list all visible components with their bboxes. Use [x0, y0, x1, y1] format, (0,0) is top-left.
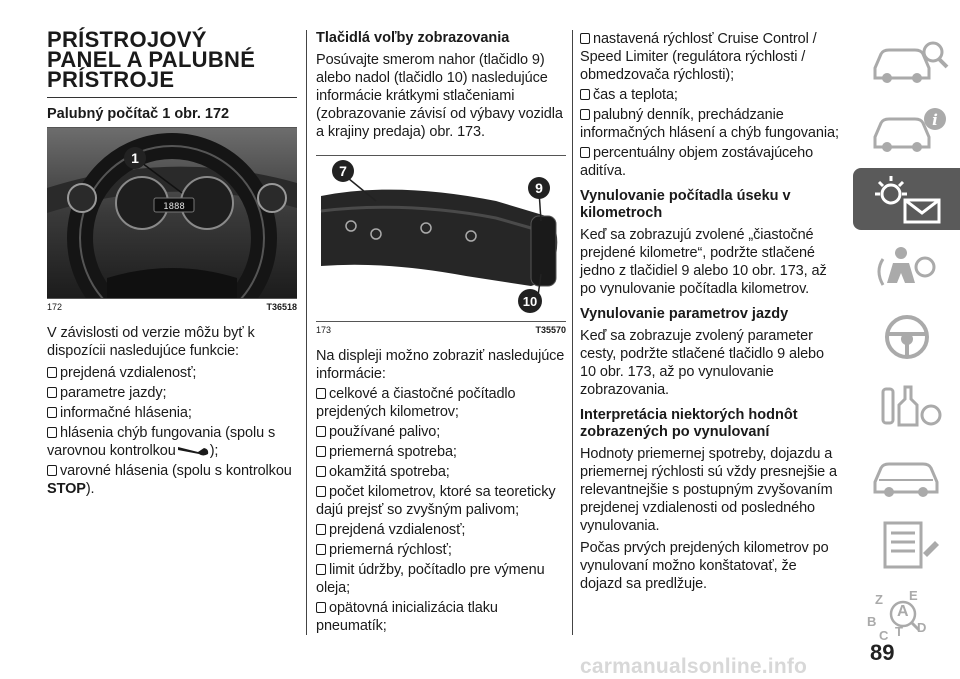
bullet-icon — [316, 524, 326, 535]
column-divider — [306, 30, 307, 635]
list-item: okamžitá spotreba; — [316, 463, 566, 481]
bullet-icon — [47, 465, 57, 476]
heading-trip-reset: Vynulovanie počítadla úseku v kilometroch — [580, 188, 791, 221]
car-breakdown-icon — [853, 444, 960, 506]
figure-number: 172 — [47, 302, 63, 312]
car-info-icon — [853, 99, 960, 161]
list-item: palubný denník, prechádzanie informačných hlásení a chýb fungovania; — [580, 107, 839, 141]
tab-car-search[interactable] — [853, 30, 960, 92]
list-item: priemerná rýchlosť; — [316, 541, 566, 559]
list-item: prejdená vzdialenosť; — [316, 521, 566, 539]
page-number: 89 — [870, 640, 895, 665]
svg-text:10: 10 — [522, 294, 538, 309]
figure-caption-173 — [316, 325, 566, 335]
list-item: percentuálny objem zostávajúceho aditíva. — [580, 145, 814, 179]
column-divider — [572, 30, 573, 635]
bullet-icon — [316, 486, 326, 497]
bullet-icon — [580, 33, 590, 44]
car-search-icon — [853, 30, 960, 92]
dashboard-lights-icon — [853, 168, 960, 230]
figure-code: T35570 — [535, 325, 566, 335]
bullet-icon — [47, 407, 57, 418]
bullet-icon — [316, 426, 326, 437]
svg-text:i: i — [932, 111, 938, 129]
list-item: celkové a čiastočné počítadlo prejdených kilometrov; — [316, 386, 516, 420]
section-title: PRÍSTROJOVÝ PANEL A PALUBNÉ PRÍSTROJE — [47, 27, 256, 92]
list-item: varovné hlásenia (spolu s kontrolkou STOP). — [47, 463, 292, 497]
tab-car-info[interactable] — [853, 99, 960, 161]
figure-code: T36518 — [266, 302, 297, 312]
dashboard-photo — [47, 128, 297, 298]
bullet-icon — [47, 367, 57, 378]
list-item: informačné hlásenia; — [47, 404, 297, 422]
heading-parameter-reset: Vynulovanie parametrov jazdy — [580, 306, 789, 322]
heading-display-buttons: Tlačidlá voľby zobrazovania — [316, 30, 510, 46]
heading-value-interpretation: Interpretácia niektorých hodnôt zobrazených po vynulovaní — [580, 407, 798, 440]
figure-173-stalk-photo — [316, 155, 566, 322]
svg-text:9: 9 — [535, 180, 543, 196]
tab-dashboard-lights[interactable] — [853, 168, 960, 230]
tab-airbag[interactable] — [853, 237, 960, 299]
bullet-icon — [316, 466, 326, 477]
bullet-icon — [316, 602, 326, 613]
bullet-icon — [316, 388, 326, 399]
maintenance-checklist-icon — [853, 513, 960, 575]
list-item: nastavená rýchlosť Cruise Control / Speed Limiter (regulátora rýchlosti / obmedzovača rýchlosti); — [580, 31, 817, 83]
paragraph-trip-reset: Keď sa zobrazujú zvolené „čiastočné prejdené kilometre“, podržte stlačené jedno z tlačidiel 9 alebo 10 obr. 173, až po vynulovanie počítadla kilometrov. — [580, 227, 827, 297]
stalk-photo — [316, 156, 566, 321]
bullet-icon — [316, 446, 326, 457]
figure-number: 173 — [316, 325, 332, 335]
chapter-tabs — [853, 30, 960, 651]
tab-alphabetical-index[interactable] — [853, 582, 960, 644]
list-item: hlásenia chýb fungovania (spolu s varovnou kontrolkou ); — [47, 425, 276, 459]
alphabetical-index-icon — [853, 582, 960, 644]
paragraph-first-km: Počas prvých prejdených kilometrov po vynulovaní možno konštatovať, že dojazd sa predlžuje. — [580, 540, 829, 592]
column-1 — [47, 27, 297, 500]
intro-text: Na displeji možno zobraziť nasledujúce informácie: — [316, 348, 565, 382]
steering-wheel-icon — [853, 306, 960, 368]
column-3 — [580, 30, 842, 597]
list-item: čas a teplota; — [580, 86, 842, 104]
svg-text:T: T — [895, 624, 903, 639]
list-item: parametre jazdy; — [47, 384, 297, 402]
column-2 — [316, 30, 566, 637]
svg-text:Z: Z — [875, 592, 883, 607]
wrench-icon — [176, 444, 210, 458]
svg-text:C: C — [879, 628, 889, 643]
intro-text: V závislosti od verzie môžu byť k dispozícii nasledujúce funkcie: — [47, 325, 255, 359]
tab-car-breakdown[interactable] — [853, 444, 960, 506]
display-readout: 1888 — [163, 202, 185, 212]
list-item: prejdená vzdialenosť; — [47, 364, 297, 382]
airbag-icon — [853, 237, 960, 299]
list-item: používané palivo; — [316, 423, 566, 441]
svg-text:7: 7 — [339, 163, 347, 179]
tab-warning-tools[interactable] — [853, 375, 960, 437]
title-rule — [47, 97, 297, 98]
watermark: carmanualsonline.info — [580, 655, 808, 678]
svg-text:B: B — [867, 614, 877, 629]
list-item: limit údržby, počítadlo pre výmenu oleja; — [316, 562, 545, 596]
svg-text:D: D — [917, 620, 927, 635]
paragraph-parameter-reset: Keď sa zobrazuje zvolený parameter cesty, podržte stlačené tlačidlo 9 alebo 10 obr. 173, až po vynulovanie zobrazovania. — [580, 328, 824, 398]
svg-text:1: 1 — [131, 150, 139, 166]
figure-caption-172 — [47, 302, 297, 312]
svg-text:A: A — [897, 603, 909, 620]
bullet-icon — [580, 109, 590, 120]
list-item: opätovná inicializácia tlaku pneumatík; — [316, 600, 498, 634]
stop-label: STOP — [47, 481, 86, 497]
tab-maintenance-checklist[interactable] — [853, 513, 960, 575]
warning-tools-icon — [853, 375, 960, 437]
paragraph-display-buttons: Posúvajte smerom nahor (tlačidlo 9) alebo nadol (tlačidlo 10) nasledujúce informácie krátkymi stlačeniami (zobrazovanie závisí od výbavy vozidla a krajiny predaja) obr. 173. — [316, 52, 563, 140]
svg-text:E: E — [909, 588, 918, 603]
list-item: počet kilometrov, ktoré sa teoreticky dajú prejsť so zvyšným palivom; — [316, 484, 556, 518]
paragraph-value-interpretation: Hodnoty priemernej spotreby, dojazdu a priemernej rýchlosti sú vždy presnejšie a relevantnejšie s postupným zvyšovaním prejdenej vzdialenosti od posledného vynulovania. — [580, 446, 838, 534]
tab-steering-wheel[interactable] — [853, 306, 960, 368]
figure-172-dashboard-photo — [47, 127, 297, 299]
subheading-trip-computer: Palubný počítač 1 obr. 172 — [47, 106, 230, 122]
bullet-icon — [316, 564, 326, 575]
bullet-icon — [47, 387, 57, 398]
bullet-icon — [316, 544, 326, 555]
bullet-icon — [580, 147, 590, 158]
bullet-icon — [580, 89, 590, 100]
list-item: priemerná spotreba; — [316, 443, 566, 461]
bullet-icon — [47, 427, 57, 438]
